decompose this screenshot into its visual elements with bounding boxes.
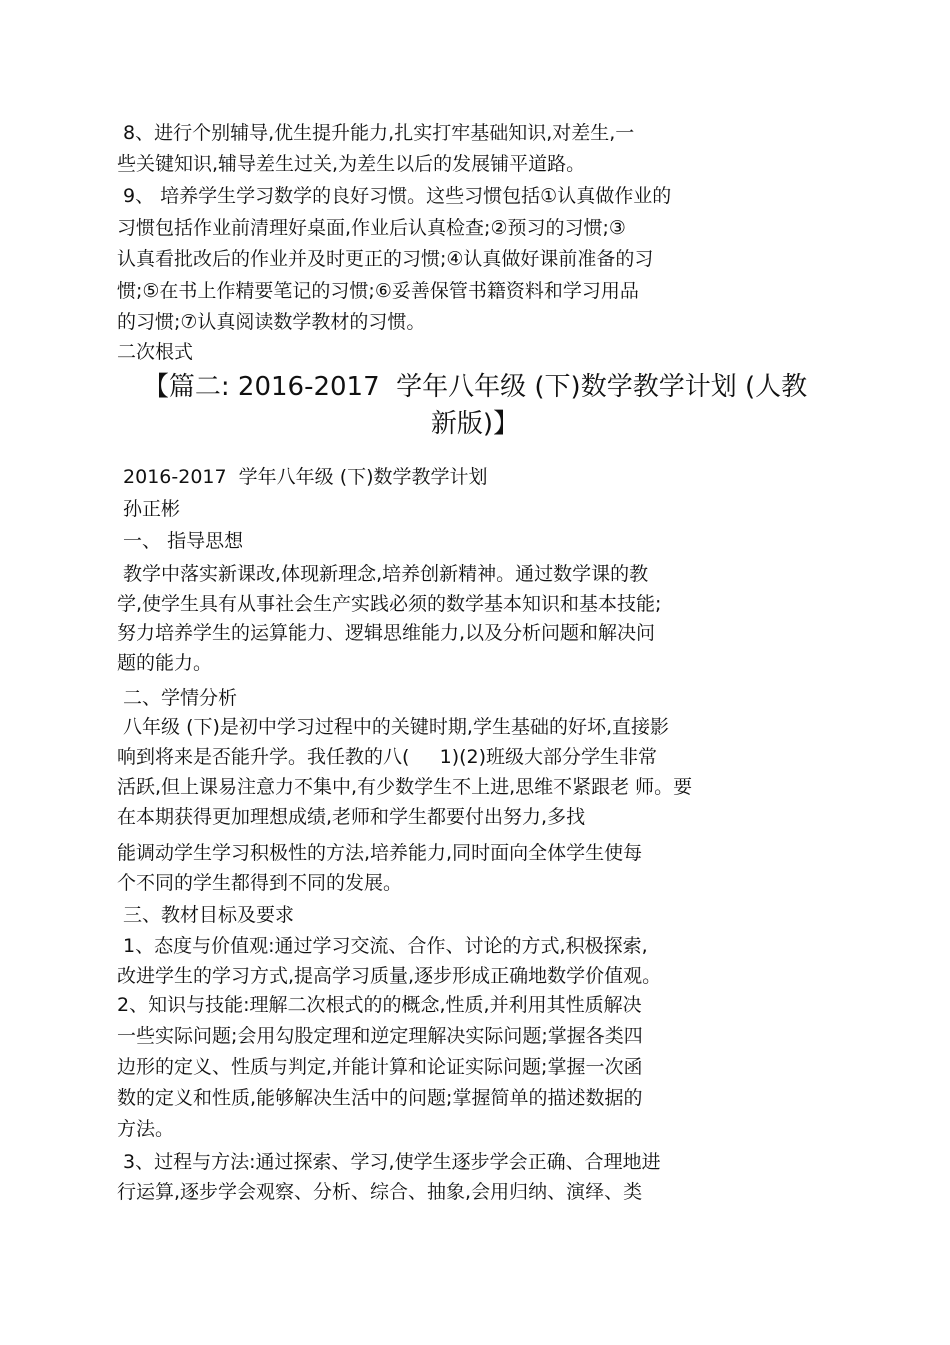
text-line: 教学中落实新课改,体现新理念,培养创新精神。通过数学课的教 [117, 563, 649, 585]
text-line: 方法。 [117, 1118, 175, 1140]
subheading: 二、学情分析 [117, 687, 238, 709]
text-line: 行运算,逐步学会观察、分析、综合、抽象,会用归纳、演绎、类 [117, 1181, 643, 1203]
author-name: 孙正彬 [117, 498, 181, 520]
text-line: 2、知识与技能:理解二次根式的的概念,性质,并利用其性质解决 [117, 994, 642, 1016]
text-line: 努力培养学生的运算能力、逻辑思维能力,以及分析问题和解决问 [117, 622, 656, 644]
text-line: 个不同的学生都得到不同的发展。 [117, 872, 403, 894]
section-heading-line-2: 新版)】 [430, 409, 520, 439]
text-line: 1、态度与价值观:通过学习交流、合作、讨论的方式,积极探索, [117, 935, 648, 957]
text-line: 8、进行个别辅导,优生提升能力,扎实打牢基础知识,对差生,一 [117, 122, 635, 144]
text-line: 一些实际问题;会用勾股定理和逆定理解决实际问题;掌握各类四 [117, 1025, 643, 1047]
text-line: 边形的定义、性质与判定,并能计算和论证实际问题;掌握一次函 [117, 1056, 643, 1078]
text-line: 的习惯;⑦认真阅读数学教材的习惯。 [117, 311, 426, 333]
text-line: 学,使学生具有从事社会生产实践必须的数学基本知识和基本技能; [117, 593, 662, 615]
text-line: 二次根式 [117, 341, 194, 363]
text-line: 9、 培养学生学习数学的良好习惯。这些习惯包括①认真做作业的 [117, 185, 672, 207]
text-line: 响到将来是否能升学。我任教的八( 1)(2)班级大部分学生非常 [117, 746, 658, 768]
plan-title: 2016-2017 学年八年级 (下)数学教学计划 [117, 466, 488, 488]
text-line: 改进学生的学习方式,提高学习质量,逐步形成正确地数学价值观。 [117, 965, 662, 987]
subheading: 一、 指导思想 [117, 530, 244, 552]
text-line: 数的定义和性质,能够解决生活中的问题;掌握简单的描述数据的 [117, 1087, 643, 1109]
text-line: 能调动学生学习积极性的方法,培养能力,同时面向全体学生使每 [117, 842, 643, 864]
text-line: 些关键知识,辅导差生过关,为差生以后的发展铺平道路。 [117, 153, 586, 175]
subheading: 三、教材目标及要求 [117, 904, 295, 926]
text-line: 八年级 (下)是初中学习过程中的关键时期,学生基础的好坏,直接影 [117, 716, 669, 738]
text-line: 认真看批改后的作业并及时更正的习惯;④认真做好课前准备的习 [117, 248, 654, 270]
text-line: 在本期获得更加理想成绩,老师和学生都要付出努力,多找 [117, 806, 586, 828]
section-heading-line-1: 【篇二: 2016-2017 学年八年级 (下)数学教学计划 (人教 [142, 372, 808, 402]
text-line: 3、过程与方法:通过探索、学习,使学生逐步学会正确、合理地进 [117, 1151, 661, 1173]
text-line: 惯;⑤在书上作精要笔记的习惯;⑥妥善保管书籍资料和学习用品 [117, 280, 639, 302]
text-line: 习惯包括作业前清理好桌面,作业后认真检查;②预习的习惯;③ [117, 217, 626, 239]
text-line: 活跃,但上课易注意力不集中,有少数学生不上进,思维不紧跟老 师。要 [117, 776, 693, 798]
text-line: 题的能力。 [117, 652, 213, 674]
